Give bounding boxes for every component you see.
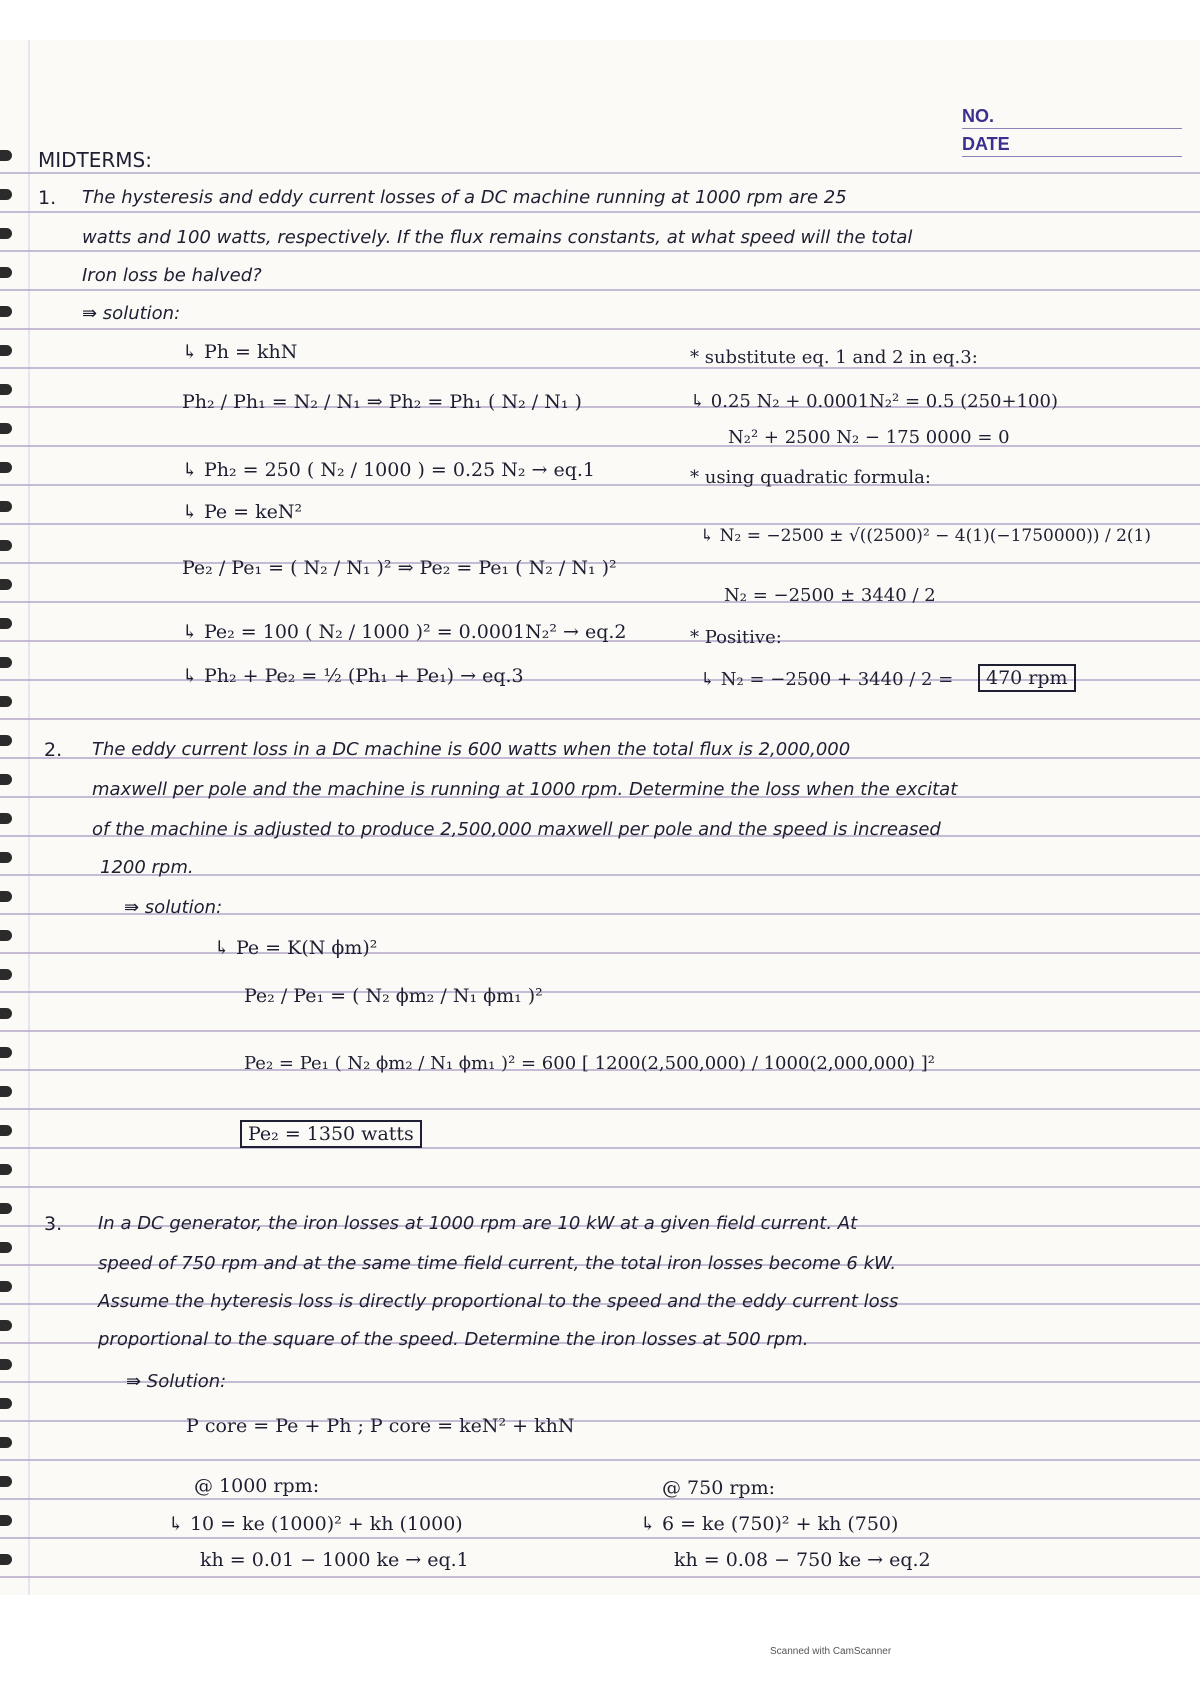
header-date-label: DATE	[962, 134, 1010, 154]
p1-eq-1: ↳ Ph₂ = 250 ( N₂ / 1000 ) = 0.25 N₂ → eq.1	[182, 459, 595, 481]
punch-hole	[0, 345, 12, 356]
ruled-line	[0, 718, 1200, 720]
problem-2-line-1: The eddy current loss in a DC machine is 600 watts when the total flux is 2,000,000	[92, 739, 851, 760]
p1-eq-hysteresis: ↳ Ph = khN	[182, 341, 298, 363]
punch-hole	[0, 306, 12, 317]
ruled-line	[0, 1576, 1200, 1578]
punch-hole	[0, 1476, 12, 1487]
ruled-line	[0, 1498, 1200, 1500]
header-no-label: NO.	[962, 106, 995, 126]
p1-positive-root: ↳ N₂ = −2500 + 3440 / 2 =	[700, 669, 954, 690]
punch-hole	[0, 852, 12, 863]
punch-hole	[0, 1203, 12, 1214]
ruled-line	[0, 1030, 1200, 1032]
p2-eq-eddy: ↳ Pe = K(N ϕm)²	[214, 937, 378, 959]
punch-hole	[0, 1008, 12, 1019]
problem-3-line-3: Assume the hyteresis loss is directly proportional to the speed and the eddy current loss	[98, 1291, 899, 1312]
punch-hole	[0, 930, 12, 941]
p1-answer-box: 470 rpm	[978, 664, 1076, 692]
problem-2-line-2: maxwell per pole and the machine is running at 1000 rpm. Determine the loss when the excitat	[92, 779, 958, 800]
ruled-line	[0, 211, 1200, 213]
punch-hole	[0, 774, 12, 785]
punch-hole	[0, 423, 12, 434]
punch-hole	[0, 540, 12, 551]
p1-quadratic-note: * using quadratic formula:	[690, 467, 931, 488]
ruled-line	[0, 289, 1200, 291]
problem-1-line-2: watts and 100 watts, respectively. If the flux remains constants, at what speed will the total	[82, 227, 913, 248]
punch-hole	[0, 228, 12, 239]
problem-3-solution-label: ⇛ Solution:	[126, 1371, 227, 1392]
punch-hole	[0, 696, 12, 707]
margin-line	[28, 40, 30, 1595]
ruled-line	[0, 484, 1200, 486]
punch-hole	[0, 384, 12, 395]
ruled-line	[0, 328, 1200, 330]
p3-1000rpm-heading: @ 1000 rpm:	[194, 1475, 320, 1497]
ruled-line	[0, 1459, 1200, 1461]
ruled-line	[0, 601, 1200, 603]
ruled-line	[0, 172, 1200, 174]
punch-hole	[0, 579, 12, 590]
problem-1-line-1: The hysteresis and eddy current losses of a DC machine running at 1000 rpm are 25	[82, 187, 847, 208]
p2-answer-box: Pe₂ = 1350 watts	[240, 1120, 422, 1148]
p2-eq-substitution: Pe₂ = Pe₁ ( N₂ ϕm₂ / N₁ ϕm₁ )² = 600 [ 1200(2,500,000) / 1000(2,000,000) ]²	[244, 1053, 936, 1074]
ruled-line	[0, 1537, 1200, 1539]
punch-hole	[0, 657, 12, 668]
p3-core-loss-eq: P core = Pe + Ph ; P core = keN² + khN	[186, 1415, 575, 1437]
ruled-line	[0, 1186, 1200, 1188]
punch-hole	[0, 1281, 12, 1292]
problem-1-number: 1.	[38, 187, 57, 209]
p1-positive-note: * Positive:	[690, 627, 782, 648]
ruled-line	[0, 1420, 1200, 1422]
punch-hole	[0, 1359, 12, 1370]
punch-hole	[0, 1164, 12, 1175]
punch-hole	[0, 1437, 12, 1448]
punch-hole	[0, 501, 12, 512]
punch-hole	[0, 891, 12, 902]
punch-hole	[0, 150, 12, 161]
punch-hole	[0, 1047, 12, 1058]
problem-3-line-4: proportional to the square of the speed. Determine the iron losses at 500 rpm.	[98, 1329, 809, 1350]
p1-eq-ratio-e: Pe₂ / Pe₁ = ( N₂ / N₁ )² ⇒ Pe₂ = Pe₁ ( N₂ / N₁ )²	[182, 557, 617, 579]
problem-3-line-2: speed of 750 rpm and at the same time field current, the total iron losses become 6 kW.	[98, 1253, 897, 1274]
p1-substituted-eq: ↳ 0.25 N₂ + 0.0001N₂² = 0.5 (250+100)	[690, 391, 1058, 412]
punch-hole	[0, 1086, 12, 1097]
scanner-watermark: Scanned with CamScanner	[770, 1646, 892, 1657]
p2-eq-ratio: Pe₂ / Pe₁ = ( N₂ ϕm₂ / N₁ ϕm₁ )²	[244, 985, 543, 1007]
ruled-line	[0, 952, 1200, 954]
punch-hole	[0, 1242, 12, 1253]
p3-750rpm-heading: @ 750 rpm:	[662, 1477, 776, 1499]
ruled-line	[0, 991, 1200, 993]
header-no-line	[962, 128, 1182, 129]
p1-quadratic-formula: ↳ N₂ = −2500 ± √((2500)² − 4(1)(−1750000)) / 2(1)	[700, 526, 1151, 546]
p1-eq-eddy: ↳ Pe = keN²	[182, 501, 303, 523]
problem-2-number: 2.	[44, 739, 63, 761]
ruled-line	[0, 445, 1200, 447]
page-title: MIDTERMS:	[38, 148, 152, 172]
p3-eq-1: kh = 0.01 − 1000 ke → eq.1	[200, 1549, 469, 1571]
ruled-line	[0, 250, 1200, 252]
punch-hole	[0, 1398, 12, 1409]
p3-eq-2: kh = 0.08 − 750 ke → eq.2	[674, 1549, 931, 1571]
punch-hole	[0, 1554, 12, 1565]
punch-hole	[0, 969, 12, 980]
problem-3-number: 3.	[44, 1213, 63, 1235]
punch-hole	[0, 189, 12, 200]
p1-substitute-note: * substitute eq. 1 and 2 in eq.3:	[690, 347, 978, 368]
p1-eq-2: ↳ Pe₂ = 100 ( N₂ / 1000 )² = 0.0001N₂² → eq.2	[182, 621, 627, 643]
p3-1000rpm-eq: ↳ 10 = ke (1000)² + kh (1000)	[168, 1513, 463, 1535]
p1-quadratic-simplified: N₂ = −2500 ± 3440 / 2	[724, 585, 936, 606]
problem-3-line-1: In a DC generator, the iron losses at 1000 rpm are 10 kW at a given field current. At	[98, 1213, 858, 1234]
punch-hole	[0, 267, 12, 278]
problem-1-line-3: Iron loss be halved?	[82, 265, 262, 286]
punch-hole	[0, 1515, 12, 1526]
problem-2-line-3: of the machine is adjusted to produce 2,500,000 maxwell per pole and the speed is increased	[92, 819, 941, 840]
punch-hole	[0, 735, 12, 746]
p3-750rpm-eq: ↳ 6 = ke (750)² + kh (750)	[640, 1513, 899, 1535]
punch-hole	[0, 1125, 12, 1136]
problem-2-line-4: 1200 rpm.	[100, 857, 194, 878]
problem-2-solution-label: ⇛ solution:	[124, 897, 223, 918]
p1-eq-ratio-h: Ph₂ / Ph₁ = N₂ / N₁ ⇒ Ph₂ = Ph₁ ( N₂ / N₁ )	[182, 391, 582, 413]
ruled-line	[0, 1108, 1200, 1110]
ruled-line	[0, 1147, 1200, 1149]
punch-hole	[0, 462, 12, 473]
punch-hole	[0, 813, 12, 824]
header-date-line	[962, 156, 1182, 157]
punch-hole	[0, 618, 12, 629]
problem-1-solution-label: ⇛ solution:	[82, 303, 181, 324]
p1-quadratic-eq: N₂² + 2500 N₂ − 175 0000 = 0	[728, 427, 1010, 448]
p1-eq-3: ↳ Ph₂ + Pe₂ = ½ (Ph₁ + Pe₁) → eq.3	[182, 665, 524, 687]
punch-hole	[0, 1320, 12, 1331]
ruled-line	[0, 367, 1200, 369]
